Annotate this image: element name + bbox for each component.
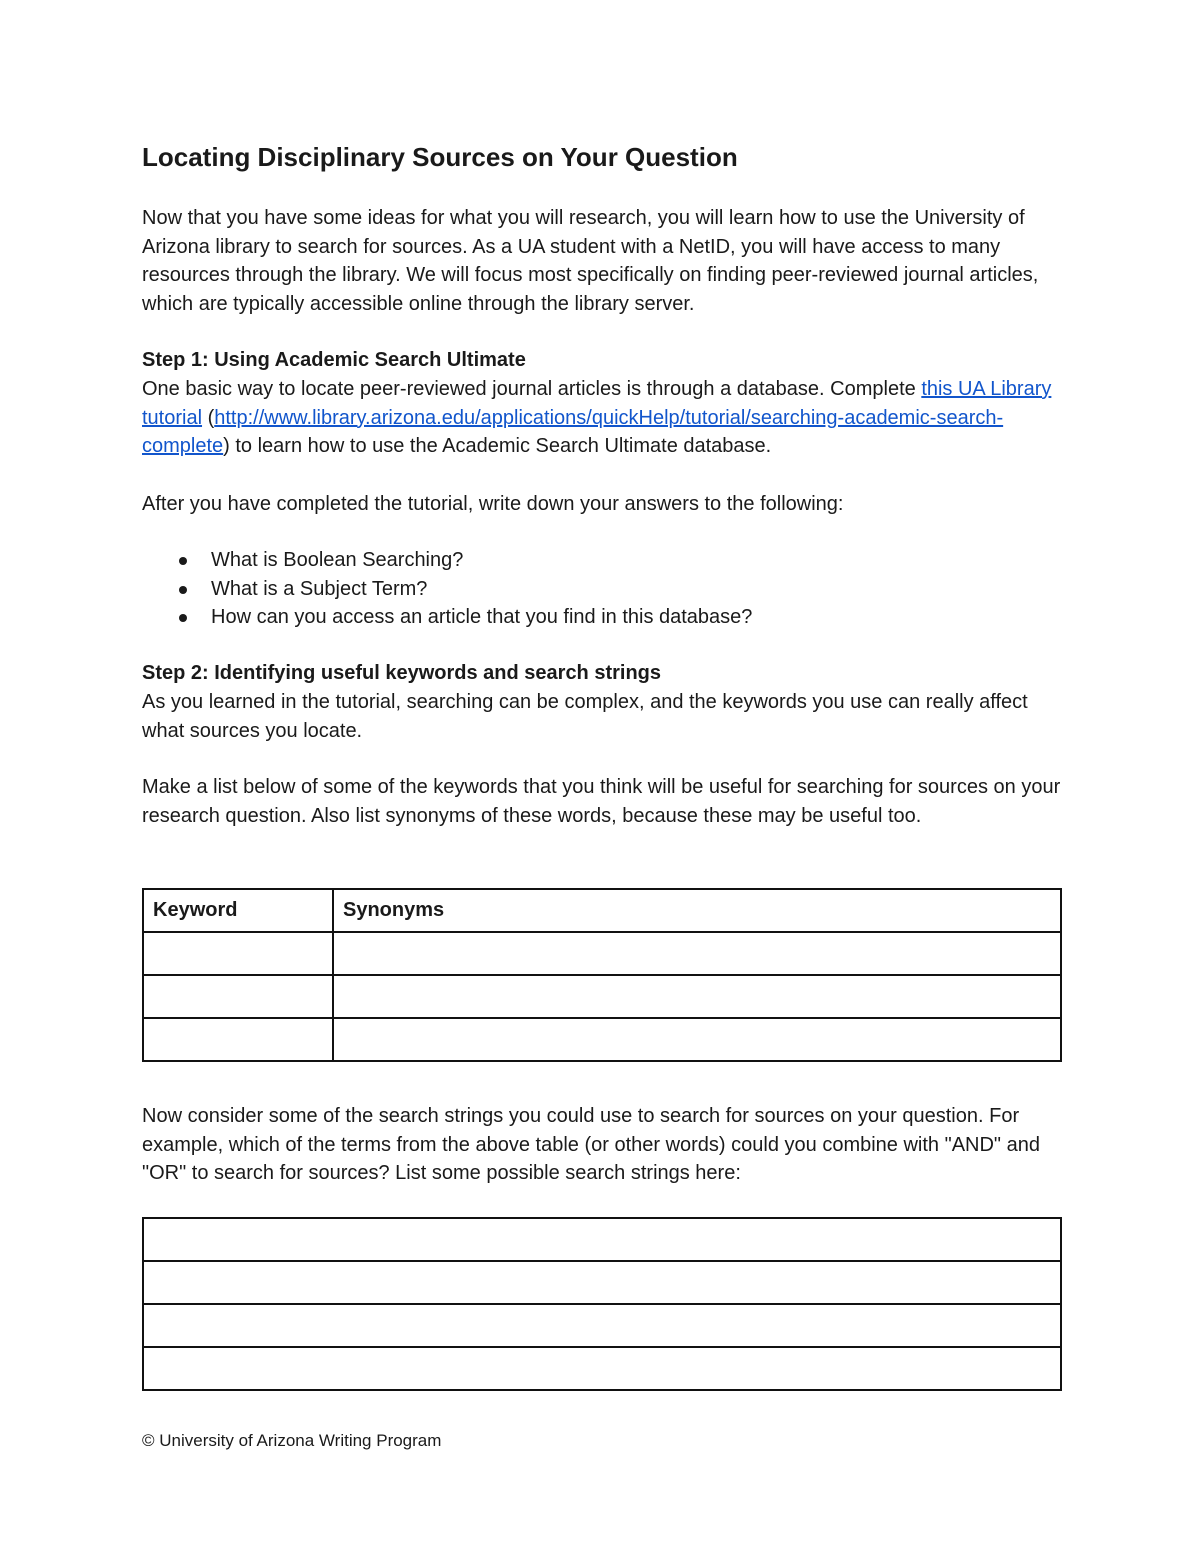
consider-paragraph: Now consider some of the search strings you could use to search for sources on your question. For example, which of the terms from the above table (or other words) could you combine with "AND" and "OR" to search for sources? List some possible search strings here: [142,1105,1040,1184]
copyright-footer: © University of Arizona Writing Program [142,1431,442,1450]
list-item [142,575,752,604]
keyword-table [142,888,1062,1062]
question-text: How can you access an article that you find in this database? [211,606,753,628]
search-string-cell[interactable] [143,1261,1061,1304]
step1-paragraph [142,375,1062,461]
keyword-column-header: Keyword [143,889,333,932]
list-item [142,546,752,575]
table-row [143,1261,1061,1304]
keyword-cell[interactable] [143,1018,333,1061]
bullet-icon [179,557,187,565]
step2-heading: Step 2: Identifying useful keywords and search strings [142,662,662,684]
synonyms-column-header: Synonyms [333,889,1061,932]
tutorial-url-link[interactable]: http://www.library.arizona.edu/applications/quickHelp/tutorial/searching-academic-search-complete [142,406,1004,457]
page-title: Locating Disciplinary Sources on Your Question [142,142,738,172]
bullet-icon [179,586,187,594]
table-row [143,1218,1061,1261]
step1-text-before: One basic way to locate peer-reviewed journal articles is through a database. Complete [142,378,922,400]
synonyms-cell[interactable] [333,932,1061,975]
tutorial-link[interactable]: this UA Library tutorial [142,378,1052,429]
table-header-row [143,889,1061,932]
after-tutorial-text: After you have completed the tutorial, write down your answers to the following: [142,493,844,515]
bullet-icon [179,614,187,622]
table-row [143,1347,1061,1390]
step1-paren-open: ( [202,406,215,429]
keyword-cell[interactable] [143,975,333,1018]
synonyms-cell[interactable] [333,975,1061,1018]
step1-heading: Step 1: Using Academic Search Ultimate [142,349,526,371]
intro-paragraph: Now that you have some ideas for what you will research, you will learn how to use the University of Arizona library to search for sources. As a UA student with a NetID, you will have access to many resources through the library. We will focus most specifically on finding peer-reviewed journal articles, which are typically accessible online through the library server. [142,207,1039,315]
table-row [143,1018,1061,1061]
step1-text-after: ) to learn how to use the Academic Search Ultimate database. [223,435,772,457]
question-list [142,546,752,632]
question-text: What is Boolean Searching? [211,549,464,571]
keyword-cell[interactable] [143,932,333,975]
table-row [143,1304,1061,1347]
make-list-paragraph: Make a list below of some of the keywords that you think will be useful for searching for sources on your research question. Also list synonyms of these words, because these may be useful too. [142,776,1061,827]
table-row [143,975,1061,1018]
search-string-cell[interactable] [143,1304,1061,1347]
search-string-cell[interactable] [143,1218,1061,1261]
step2-paragraph: As you learned in the tutorial, searching can be complex, and the keywords you use can really affect what sources you locate. [142,691,1028,742]
synonyms-cell[interactable] [333,1018,1061,1061]
question-text: What is a Subject Term? [211,577,428,600]
list-item [142,603,752,632]
table-row [143,932,1061,975]
search-strings-table [142,1217,1062,1391]
search-string-cell[interactable] [143,1347,1061,1390]
